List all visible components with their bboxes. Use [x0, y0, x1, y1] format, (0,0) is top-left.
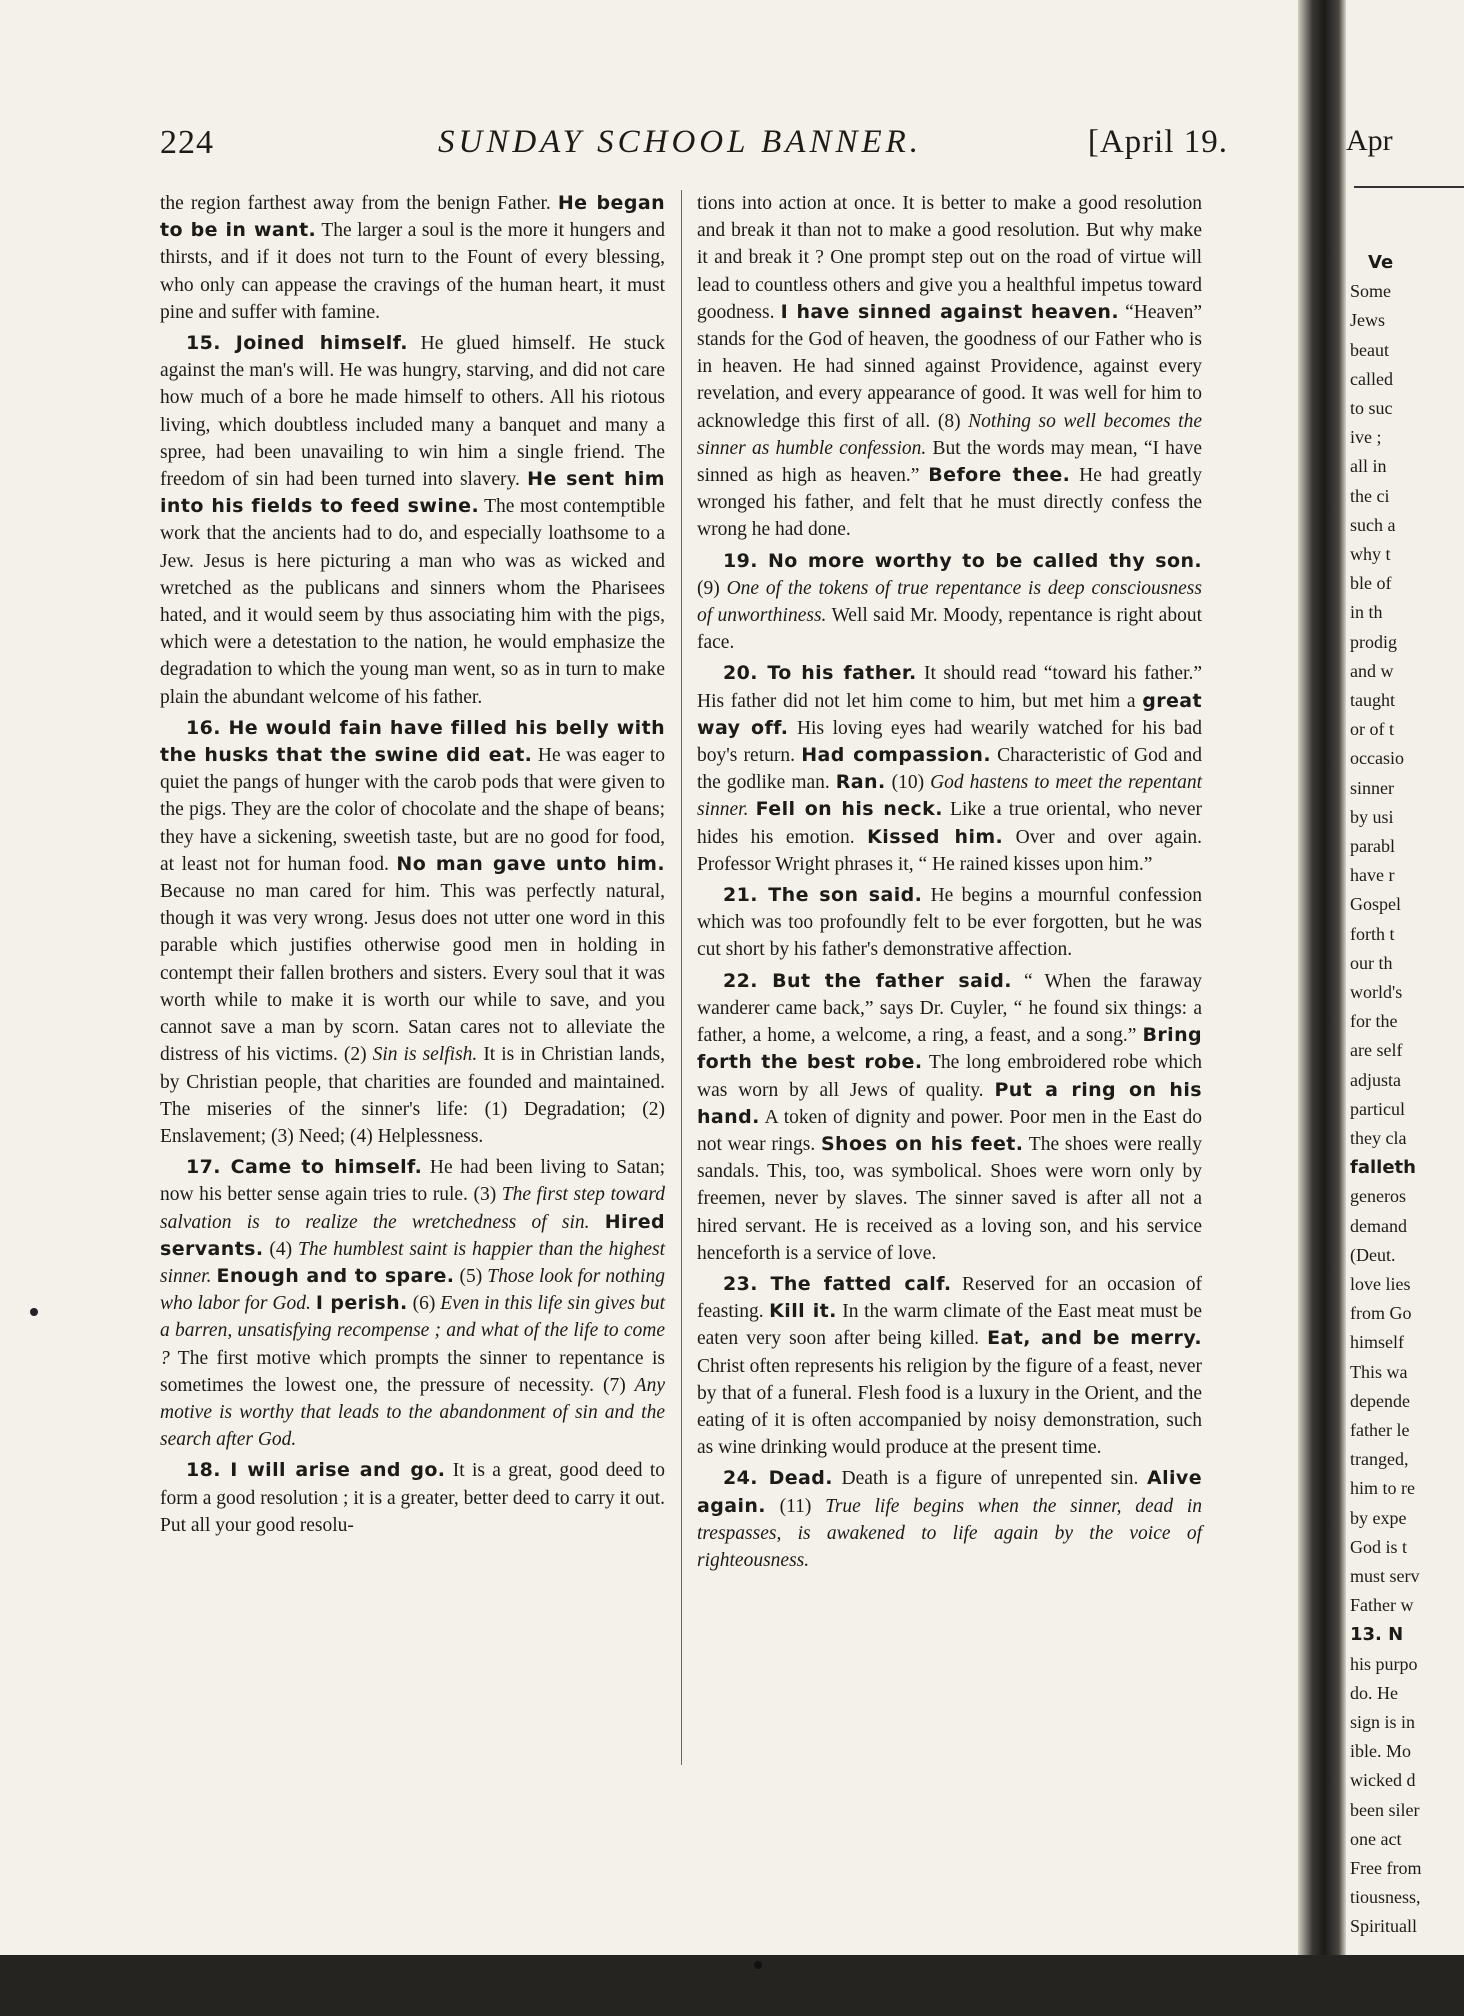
paragraph	[160, 330, 665, 711]
book-gutter	[1298, 0, 1346, 1955]
verse-heading: Shoes on his feet.	[820, 1132, 1024, 1155]
facing-page-line: do. He	[1350, 1682, 1398, 1703]
verse-heading: Put a ring on his hand.	[697, 1078, 1202, 1128]
page-header	[160, 118, 1228, 178]
italic-note: Even in this life sin gives but a barren, unsatisfying recompense ; and what of the life to come ?	[160, 1293, 665, 1369]
facing-page-line: beaut	[1350, 339, 1389, 360]
facing-page-line: Some	[1350, 281, 1392, 302]
verse-heading: No man gave unto him.	[396, 852, 665, 875]
verse-heading: He began to be in want.	[160, 192, 665, 242]
body-text: (10)	[885, 772, 931, 794]
body-text: The first motive which prompts the sinner to repentance is sometimes the lowest one, the pressure of necessity. (7)	[160, 1347, 665, 1396]
ink-speck	[754, 1961, 762, 1969]
facing-page-line: by usi	[1350, 806, 1394, 827]
facing-page-line: parabl	[1350, 836, 1395, 856]
facing-page-line: in th	[1350, 602, 1383, 623]
scan-bottom-edge	[0, 1955, 1464, 2016]
facing-page-line: the ci	[1350, 485, 1390, 506]
verse-heading: 20. To his father.	[723, 662, 917, 685]
paragraph	[160, 1154, 665, 1453]
page-number: 224	[160, 124, 214, 161]
paragraph	[697, 882, 1202, 964]
facing-page-line: 13. N	[1350, 1624, 1404, 1646]
facing-page-line: ble of	[1350, 573, 1392, 594]
verse-heading: 19. No more worthy to be called thy son.	[723, 549, 1202, 572]
facing-page-line: particul	[1350, 1098, 1405, 1119]
italic-note: One of the tokens of true repentance is deep consciousness of unworthiness.	[697, 577, 1202, 627]
right-column	[697, 190, 1202, 1578]
verse-heading: Kissed him.	[867, 825, 1004, 848]
facing-page-line: wicked d	[1350, 1770, 1416, 1791]
italic-note: God hastens to meet the repentant sinner.	[697, 772, 1202, 821]
facing-page-line: falleth	[1350, 1157, 1416, 1179]
body-text: (4)	[263, 1238, 298, 1260]
facing-page	[1346, 0, 1464, 1955]
facing-page-line: must serv	[1350, 1566, 1420, 1586]
body-text: He begins a mournful confession which was too profoundly felt to be ever forgotten, but he was cut short by his father's demonstrative affection.	[697, 885, 1203, 961]
body-text: It should read “toward his father.” His father did not let him come to him, but met him a	[697, 663, 1202, 712]
facing-page-line: sinner	[1350, 777, 1394, 798]
body-text: He had greatly wronged his father, and felt that he must directly confess the wrong he had done.	[697, 465, 1202, 541]
facing-page-line: ive ;	[1350, 427, 1382, 448]
body-text: It is in Christian lands, by Christian people, that charities are founded and maintained. The miseries of the sinner's life: (1) Degradation; (2) Enslavement; (3) Need; (4) Helplessness.	[160, 1044, 666, 1147]
facing-page-line: to suc	[1350, 398, 1393, 418]
paragraph	[160, 715, 665, 1150]
verse-heading: Before thee.	[928, 464, 1071, 487]
verse-heading: Fell on his neck.	[755, 798, 943, 821]
verse-heading: 16. He would fain have filled his belly with the husks that the swine did eat.	[160, 716, 665, 767]
facing-page-line: by expe	[1350, 1507, 1407, 1528]
body-text: (9)	[697, 577, 727, 599]
facing-page-line: his purpo	[1350, 1653, 1418, 1674]
body-text: Like a true oriental, who never hides his emotion.	[697, 799, 1203, 848]
verse-heading: He sent him into his fields to feed swine.	[160, 468, 665, 518]
column-divider	[681, 190, 682, 1765]
verse-heading: Ran.	[835, 771, 886, 794]
facing-page-line: adjusta	[1350, 1069, 1401, 1090]
verse-heading: 18. I will arise and go.	[186, 1459, 446, 1482]
facing-page-rule	[1354, 186, 1464, 188]
body-text: It is a great, good deed to form a good resolution ; it is a greater, better deed to carry it out. Put all your good resolu-	[160, 1460, 665, 1536]
left-column	[160, 190, 665, 1543]
verse-heading: I perish.	[315, 1292, 408, 1315]
body-text: Over and over again. Professor Wright phrases it, “ He rained kisses upon him.”	[697, 826, 1203, 875]
body-text	[748, 799, 755, 820]
facing-page-line: demand	[1350, 1215, 1407, 1236]
verse-heading: 24. Dead.	[723, 1467, 833, 1490]
italic-note: Nothing so well becomes the sinner as humble confession.	[697, 410, 1202, 459]
facing-page-line: occasio	[1350, 748, 1404, 769]
verse-heading: Kill it.	[769, 1300, 837, 1323]
facing-page-line: love lies	[1350, 1274, 1411, 1294]
body-text: He glued himself. He stuck against the man's will. He was hungry, starving, and did not care how much of a bore he made himself to others. All his riotous living, which doubtless included many a banquet and many a spree, had been unavailing to win him a single friend. The freedom of sin had been turned into slavery.	[160, 333, 665, 491]
facing-page-line: God is t	[1350, 1536, 1408, 1557]
facing-page-line: why t	[1350, 544, 1391, 564]
verse-heading: 21. The son said.	[723, 884, 923, 907]
facing-page-line: all in	[1350, 456, 1387, 477]
verse-heading: I have sinned against heaven.	[780, 300, 1119, 323]
verse-heading: 23. The fatted calf.	[723, 1272, 952, 1295]
paragraph	[697, 1465, 1202, 1574]
facing-page-line: Spirituall	[1350, 1916, 1417, 1937]
verse-heading: Alive again.	[697, 1467, 1202, 1517]
facing-page-line: sign is in	[1350, 1712, 1416, 1732]
facing-page-line: (Deut.	[1350, 1244, 1396, 1265]
facing-page-line: depende	[1350, 1390, 1410, 1411]
facing-page-line: called	[1350, 368, 1393, 389]
body-text: (6)	[407, 1293, 441, 1315]
body-text: The shoes were really sandals. This, too, was symbolical. Shoes were worn only by freemen, never by slaves. The sinner saved is after all not a hired servant. He is received as a loving son, and his service henceforth is a service of love.	[697, 1133, 1202, 1264]
body-text: He was eager to quiet the pangs of hunger with the carob pods that were given to the pigs. They are the color of chocolate and the shape of beans; they have a sickening, sweetish taste, but are no good for food, at least not for human food.	[160, 745, 665, 875]
facing-page-line: taught	[1350, 690, 1395, 710]
verse-heading: 17. Came to himself.	[186, 1156, 423, 1179]
italic-note: True life begins when the sinner, dead in trespasses, is awakened to life again by the voice of righteousness.	[697, 1495, 1203, 1571]
body-text: tions into action at once. It is better to make a good resolution and break it than not to make a good resolution. But why make it and break it ? One prompt step out on the road of virtue will lead to countless others and give you a healthful impetus toward goodness.	[697, 193, 1202, 323]
facing-page-line: and w	[1350, 660, 1394, 681]
issue-date: [April 19.	[1087, 124, 1228, 160]
facing-page-line: been siler	[1350, 1799, 1420, 1820]
facing-page-line: Gospel	[1350, 894, 1401, 915]
verse-heading: great way off.	[697, 689, 1202, 739]
body-text	[590, 1212, 605, 1233]
italic-note: The first step toward salvation is to realize the wretchedness of sin.	[160, 1184, 665, 1233]
body-text: He had been living to Satan; now his better sense again tries to rule. (3)	[160, 1157, 665, 1206]
facing-page-line: they cla	[1350, 1128, 1407, 1148]
facing-page-line: Ve	[1368, 252, 1394, 273]
facing-page-line: tiousness,	[1350, 1887, 1421, 1908]
verse-heading: Eat, and be merry.	[987, 1327, 1202, 1350]
facing-page-line: our th	[1350, 952, 1393, 973]
facing-page-line: are self	[1350, 1040, 1403, 1061]
italic-note: The humblest saint is happier than the highest sinner.	[160, 1238, 665, 1287]
body-text: the region farthest away from the benign Father.	[160, 193, 558, 214]
facing-page-line: him to re	[1350, 1478, 1415, 1499]
body-text: (11)	[765, 1495, 826, 1517]
paragraph	[697, 968, 1202, 1267]
facing-page-line: world's	[1350, 982, 1403, 1002]
facing-page-line: or of t	[1350, 719, 1394, 740]
body-text: Death is a figure of unrepented sin.	[832, 1468, 1147, 1490]
body-text: (5)	[454, 1265, 488, 1287]
facing-page-line: have r	[1350, 865, 1395, 886]
body-text: “ When the faraway wanderer came back,” says Dr. Cuyler, “ he found six things: a father, a home, a welcome, a ring, a feast, and a song.”	[697, 970, 1202, 1047]
verse-heading: Hired servants.	[160, 1210, 665, 1260]
paragraph	[160, 1457, 665, 1539]
facing-page-line: for the	[1350, 1011, 1398, 1032]
facing-page-line: one act	[1350, 1828, 1402, 1849]
body-text: Characteristic of God and the godlike man.	[697, 745, 1203, 794]
body-text: The most contemptible work that the ancients had to do, and especially loathsome to a Jew. Jesus is here picturing a man who was as wicked and wretched as the publicans and sinners whom the Pharisees hated, and it would seem by thus associating him with the pigs, which were a detestation to the nation, he would emphasize the degradation to which the young man went, so as in turn to make plain the abundant welcome of his father.	[160, 496, 665, 708]
paragraph	[160, 190, 665, 326]
body-text: In the warm climate of the East meat must be eaten very soon after being killed.	[697, 1301, 1203, 1350]
ink-speck	[30, 1308, 38, 1316]
body-text: A token of dignity and power. Poor men in the East do not wear rings.	[697, 1106, 1202, 1155]
verse-heading: 22. But the father said.	[723, 969, 1012, 992]
paragraph	[697, 1271, 1202, 1461]
body-text: But the words may mean, “I have sinned as high as heaven.”	[697, 437, 1202, 487]
facing-page-line: prodig	[1350, 631, 1397, 652]
body-text: His loving eyes had wearily watched for his bad boy's return.	[697, 717, 1202, 767]
verse-heading: Enough and to spare.	[216, 1264, 455, 1287]
body-text: Well said Mr. Moody, repentance is right about face.	[697, 605, 1202, 654]
facing-page-line: forth t	[1350, 923, 1395, 944]
paragraph	[697, 660, 1202, 878]
facing-page-line: Jews	[1350, 310, 1385, 331]
facing-page-line: such a	[1350, 514, 1396, 535]
body-text: Because no man cared for him. This was perfectly natural, though it was very wrong. Jesus does not utter one word in this parable which justifies otherwise good men in holding in contempt their fallen brothers and sisters. Every soul that it was worth while to make it is worth our while to save, and you cannot save a man by scorn. Satan cares not to alleviate the distress of his victims. (2)	[160, 881, 665, 1066]
verse-heading: 15. Joined himself.	[186, 332, 408, 355]
body-text: The long embroidered robe which was worn by all Jews of quality.	[697, 1052, 1202, 1101]
body-text: Reserved for an occasion of feasting.	[697, 1273, 1203, 1323]
facing-page-line: Free from	[1350, 1858, 1422, 1878]
facing-page-line: tranged,	[1350, 1449, 1409, 1470]
facing-page-line: ible. Mo	[1350, 1741, 1411, 1762]
facing-page-line: himself	[1350, 1332, 1404, 1353]
facing-page-line: generos	[1350, 1186, 1406, 1207]
facing-page-line: father le	[1350, 1420, 1410, 1440]
body-text: Christ often represents his religion by the figure of a feast, never by that of a funeral. Flesh food is a luxury in the Orient, and the eating of it is often accompanied by noisy demonstration, such as wine drinking would produce at the present time.	[697, 1355, 1202, 1459]
verse-heading: Bring forth the best robe.	[697, 1024, 1202, 1074]
facing-page-line: This wa	[1350, 1361, 1408, 1382]
italic-note: Sin is selfish.	[372, 1044, 478, 1066]
facing-page-line: Father w	[1350, 1595, 1414, 1616]
italic-note: Those look for nothing who labor for God.	[160, 1265, 665, 1315]
verse-heading: Had compassion.	[801, 744, 991, 767]
facing-page-header: Apr	[1346, 124, 1393, 157]
body-text: “Heaven” stands for the God of heaven, the goodness of our Father who is in heaven. He had sinned against Providence, against every revelation, and every appearance of good. It was well for him to acknowledge this first of all. (8)	[697, 301, 1202, 432]
running-title: SUNDAY SCHOOL BANNER.	[438, 124, 923, 160]
body-text: The larger a soul is the more it hungers and thirsts, and if it does not turn to the Fount of every blessing, who only can appease the cravings of the human heart, it must pine and suffer with famine.	[160, 220, 665, 323]
paragraph	[697, 548, 1202, 657]
facing-page-line: from Go	[1350, 1303, 1412, 1324]
paragraph	[697, 190, 1202, 544]
italic-note: Any motive is worthy that leads to the abandonment of sin and the search after God.	[160, 1374, 665, 1451]
